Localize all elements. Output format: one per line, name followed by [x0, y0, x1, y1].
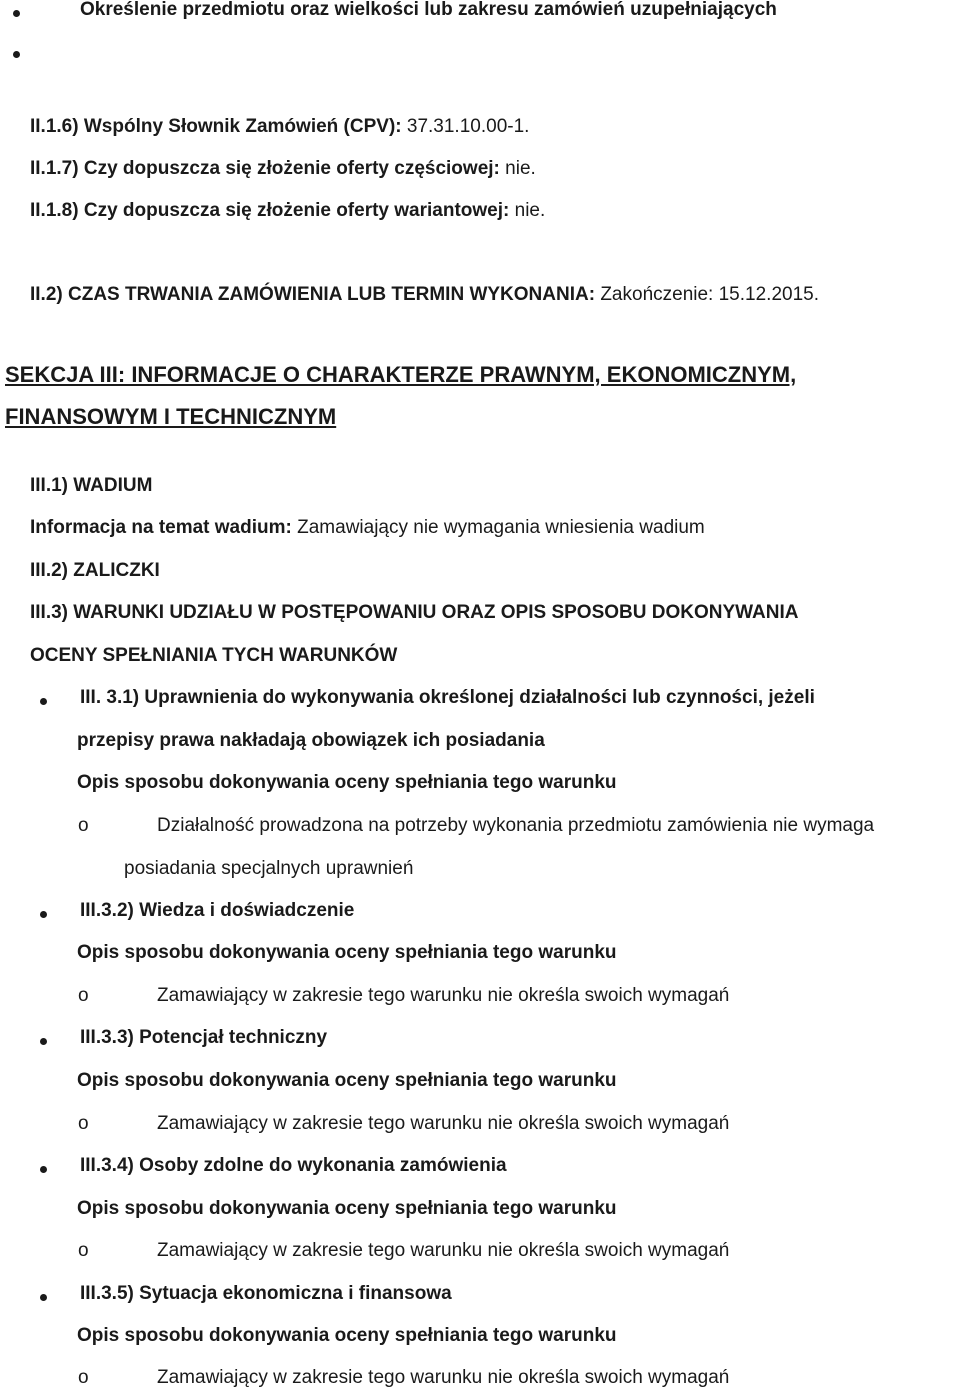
- item-3-3: III.3.3) Potencjał techniczny: [80, 1027, 328, 1048]
- bullet-icon: [40, 1038, 47, 1045]
- item-3-1-line2: przepisy prawa nakładają obowiązek ich posiadania: [77, 730, 545, 751]
- ii-1-6-head: II.1.6) Wspólny Słownik Zamówień (CPV):: [30, 116, 402, 137]
- ii-1-6-val: 37.31.10.00-1.: [406, 116, 530, 137]
- zaliczki-heading: III.2) ZALICZKI: [30, 560, 160, 581]
- bullet-icon: [40, 1166, 47, 1173]
- opis-label: Opis sposobu dokonywania oceny spełniania tego warunku: [77, 1325, 617, 1346]
- item-3-3-sub: Zamawiający w zakresie tego warunku nie określa swoich wymagań: [157, 1113, 730, 1134]
- circle-bullet-icon: o: [78, 1367, 89, 1388]
- item-3-4-sub: Zamawiający w zakresie tego warunku nie określa swoich wymagań: [157, 1240, 730, 1261]
- bullet-text: Określenie przedmiotu oraz wielkości lub zakresu zamówień uzupełniających: [80, 0, 777, 20]
- bullet-icon: [13, 51, 20, 58]
- opis-label: Opis sposobu dokonywania oceny spełniania tego warunku: [77, 1198, 617, 1219]
- circle-bullet-icon: o: [78, 985, 89, 1006]
- ii-1-8-head: II.1.8) Czy dopuszcza się złożenie oferty wariantowej:: [30, 200, 510, 221]
- wadium-info: [30, 516, 705, 540]
- ii-1-8-val: nie.: [514, 200, 546, 221]
- opis-label: Opis sposobu dokonywania oceny spełniania tego warunku: [77, 772, 617, 793]
- opis-label: Opis sposobu dokonywania oceny spełniania tego warunku: [77, 942, 617, 963]
- circle-bullet-icon: o: [78, 1240, 89, 1261]
- section-title-line1: SEKCJA III: INFORMACJE O CHARAKTERZE PRAWNYM, EKONOMICZNYM,: [5, 362, 797, 387]
- wadium-label: Informacja na temat wadium:: [30, 517, 292, 538]
- ii-1-7-val: nie.: [505, 158, 536, 179]
- item-3-5: III.3.5) Sytuacja ekonomiczna i finansowa: [80, 1283, 452, 1304]
- circle-bullet-icon: o: [78, 1113, 89, 1134]
- ii-1-6: [30, 115, 529, 139]
- bullet-icon: [40, 698, 47, 705]
- item-3-5-sub: Zamawiający w zakresie tego warunku nie określa swoich wymagań: [157, 1367, 730, 1388]
- item-3-1-line1: III. 3.1) Uprawnienia do wykonywania określonej działalności lub czynności, jeżeli: [80, 687, 815, 708]
- section-title-line2: FINANSOWYM I TECHNICZNYM: [5, 404, 337, 429]
- opis-label: Opis sposobu dokonywania oceny spełniania tego warunku: [77, 1070, 617, 1091]
- wadium-heading: III.1) WADIUM: [30, 475, 153, 496]
- wadium-value: Zamawiający nie wymagania wniesienia wadium: [297, 517, 705, 538]
- ii-1-8: [30, 199, 545, 223]
- item-3-1-sub-line1: Działalność prowadzona na potrzeby wykonania przedmiotu zamówienia nie wymaga: [157, 815, 875, 836]
- warunki-heading-line1: III.3) WARUNKI UDZIAŁU W POSTĘPOWANIU ORAZ OPIS SPOSOBU DOKONYWANIA: [30, 602, 799, 623]
- ii-2-head: II.2) CZAS TRWANIA ZAMÓWIENIA LUB TERMIN WYKONANIA:: [30, 284, 596, 305]
- ii-1-7-head: II.1.7) Czy dopuszcza się złożenie oferty częściowej:: [30, 158, 500, 179]
- item-3-2-sub: Zamawiający w zakresie tego warunku nie określa swoich wymagań: [157, 985, 730, 1006]
- bullet-icon: [13, 10, 20, 17]
- ii-2: [30, 283, 819, 307]
- warunki-heading-line2: OCENY SPEŁNIANIA TYCH WARUNKÓW: [30, 645, 398, 666]
- bullet-icon: [40, 1294, 47, 1301]
- item-3-1-sub-line2: posiadania specjalnych uprawnień: [124, 858, 414, 879]
- item-3-2: III.3.2) Wiedza i doświadczenie: [80, 900, 355, 921]
- item-3-4: III.3.4) Osoby zdolne do wykonania zamówienia: [80, 1155, 507, 1176]
- ii-1-7: [30, 157, 536, 181]
- bullet-icon: [40, 911, 47, 918]
- ii-2-val: Zakończenie: 15.12.2015.: [600, 284, 819, 305]
- circle-bullet-icon: o: [78, 815, 89, 836]
